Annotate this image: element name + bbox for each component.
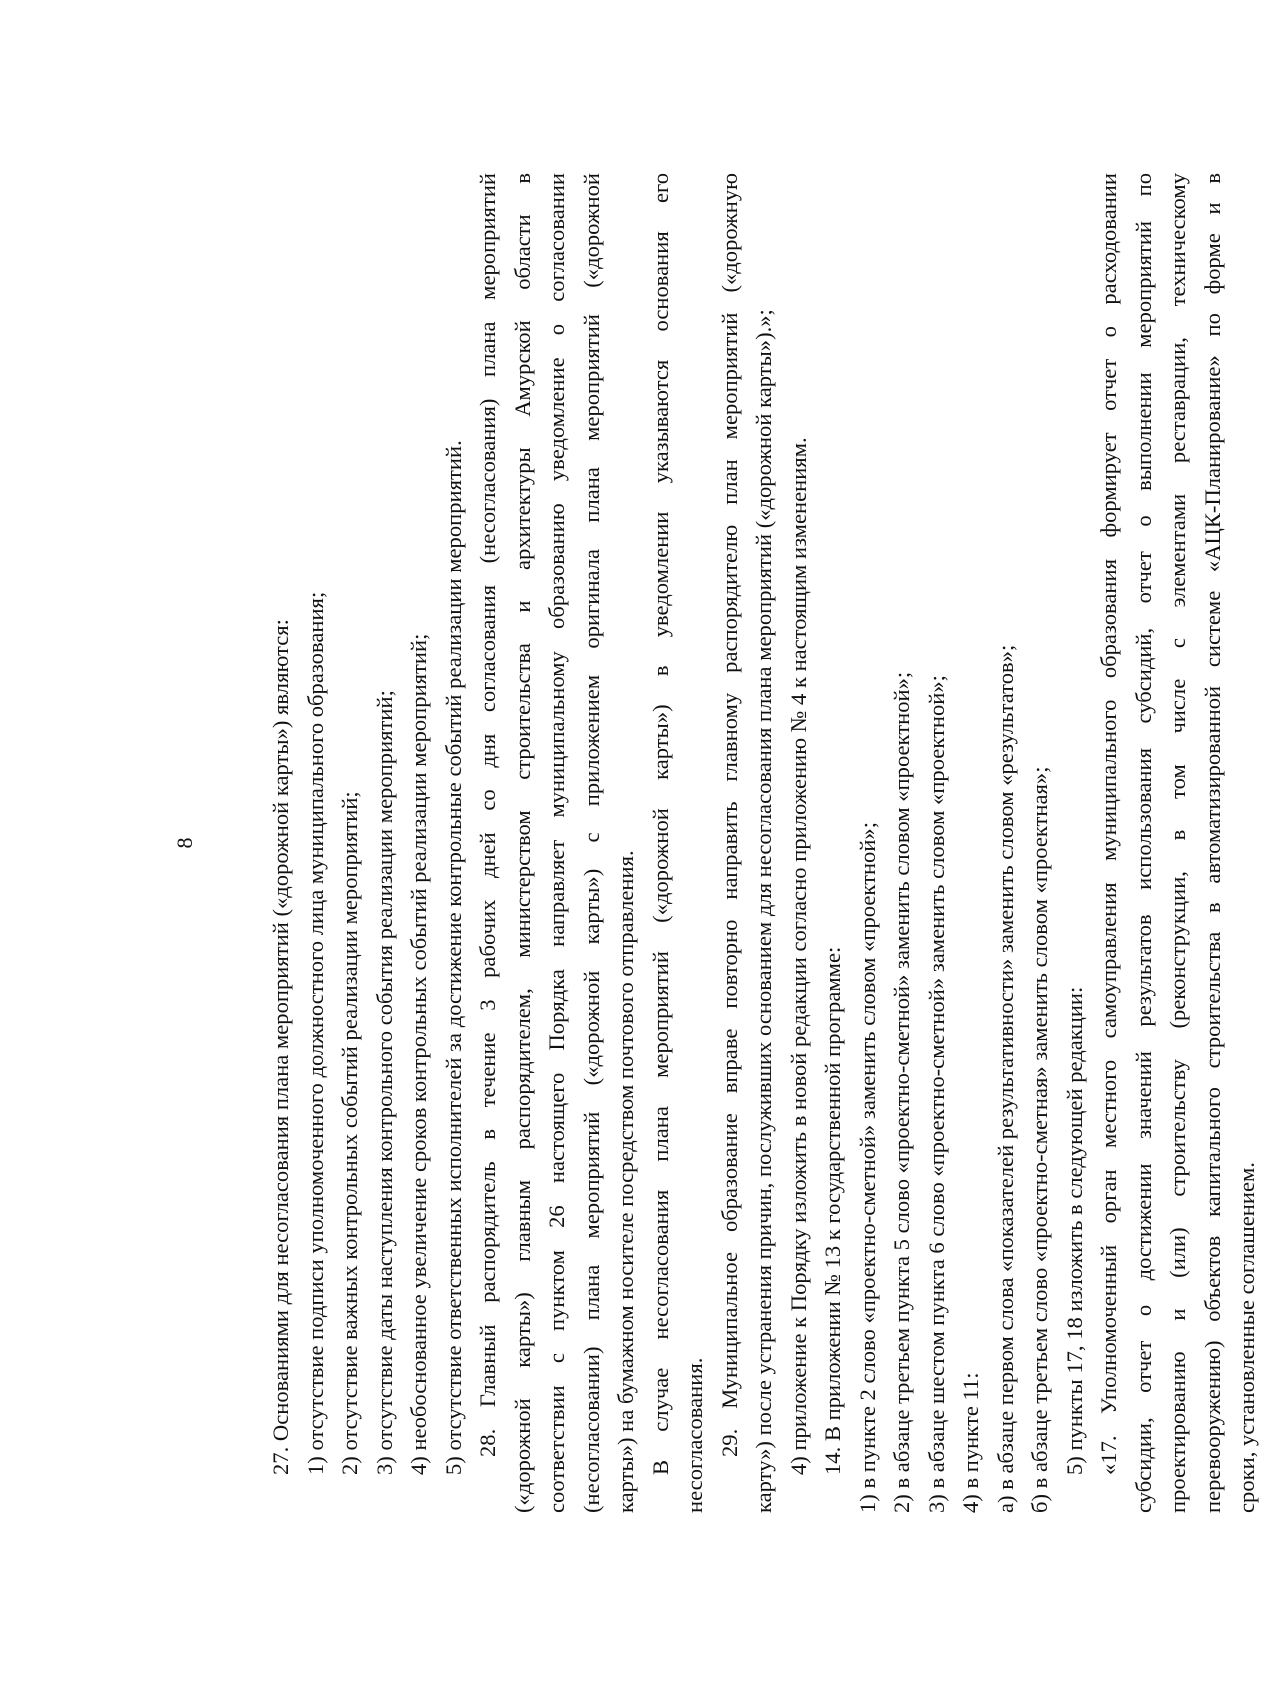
- text-line: проектированию и (или) строительству (реконструкции, в том числе с элементами реставрации, техническому: [1165, 173, 1190, 1513]
- text-line: 29. Муниципальное образование вправе повторно направить главному распорядителю план мероприятий («дорожную: [716, 173, 742, 1457]
- text-line: 1) в пункте 2 слово «проектно-сметной» заменить словом «проектной»;: [854, 821, 880, 1513]
- page-number: 8: [172, 837, 197, 849]
- text-line: 1) отсутствие подписи уполномоченного должностного лица муниципального образования;: [302, 591, 328, 1475]
- text-line: б) в абзаце третьем слово «проектно-сметная» заменить словом «проектная»;: [1027, 766, 1052, 1513]
- text-line: (несогласовании) плана мероприятий («дорожной карты») с приложением оригинала плана мероприятий («дорожной: [578, 173, 604, 1513]
- text-line: «17. Уполномоченный орган местного самоуправления муниципального образования формирует отчет о расходовании: [1096, 173, 1121, 1475]
- text-line: 4) приложение к Порядку изложить в новой редакции согласно приложению № 4 к настоящим изменениям.: [785, 437, 811, 1475]
- text-line: 5) отсутствие ответственных исполнителей за достижение контрольные событий реализации мероприятий.: [440, 440, 466, 1475]
- text-line: перевооружению) объектов капитального строительства в автоматизированной системе «АЦК-Планирование» по форме и в: [1199, 173, 1225, 1513]
- text-line: сроки, установленные соглашением.: [1234, 1162, 1259, 1513]
- text-line: 4) необоснованное увеличение сроков контрольных событий реализации мероприятий;: [406, 633, 431, 1475]
- text-line: 28. Главный распорядитель в течение 3 рабочих дней со дня согласования (несогласования) плана мероприятий: [475, 173, 500, 1457]
- text-line: 5) пункты 17, 18 изложить в следующей редакции:: [1061, 986, 1087, 1475]
- text-line: 27. Основаниями для несогласования плана мероприятий («дорожной карты») являются:: [268, 619, 293, 1475]
- text-line: субсидии, отчет о достижении значений результатов использования субсидий, отчет о выполнении мероприятий по: [1130, 173, 1156, 1513]
- text-line: несогласования.: [682, 1357, 707, 1513]
- text-line: 14. В приложении № 13 к государственной программе:: [820, 946, 845, 1475]
- text-line: а) в абзаце первом слова «показателей результативности» заменить словом «результатов»;: [992, 644, 1018, 1513]
- rotated-text-block: [150, 123, 1259, 1573]
- text-line: («дорожной карты») главным распорядителем, министерством строительства и архитектуры Амурской области в: [509, 173, 535, 1513]
- text-line: карту») после устранения причин, послуживших основанием для несогласования плана мероприятий («дорожной карты»).»;: [751, 309, 776, 1513]
- text-line: В случае несогласования плана мероприятий («дорожной карты») в уведомлении указываются основания его: [647, 173, 673, 1475]
- text-line: 2) в абзаце третьем пункта 5 слово «проектно-сметной» заменить словом «проектной»;: [889, 671, 914, 1513]
- text-line: 4) в пункте 11:: [958, 1372, 983, 1513]
- text-line: карты») на бумажном носителе посредством почтового отправления.: [613, 850, 638, 1513]
- text-line: 3) в абзаце шестом пункта 6 слово «проектно-сметной» заменить словом «проектной»;: [923, 675, 949, 1513]
- text-line: 3) отсутствие даты наступления контрольного события реализации мероприятий;: [371, 690, 397, 1475]
- text-line: 2) отсутствие важных контрольных событий реализации мероприятий;: [337, 791, 362, 1475]
- text-line: соответствии с пунктом 26 настоящего Порядка направляет муниципальному образованию уведомление о согласовании: [544, 173, 569, 1513]
